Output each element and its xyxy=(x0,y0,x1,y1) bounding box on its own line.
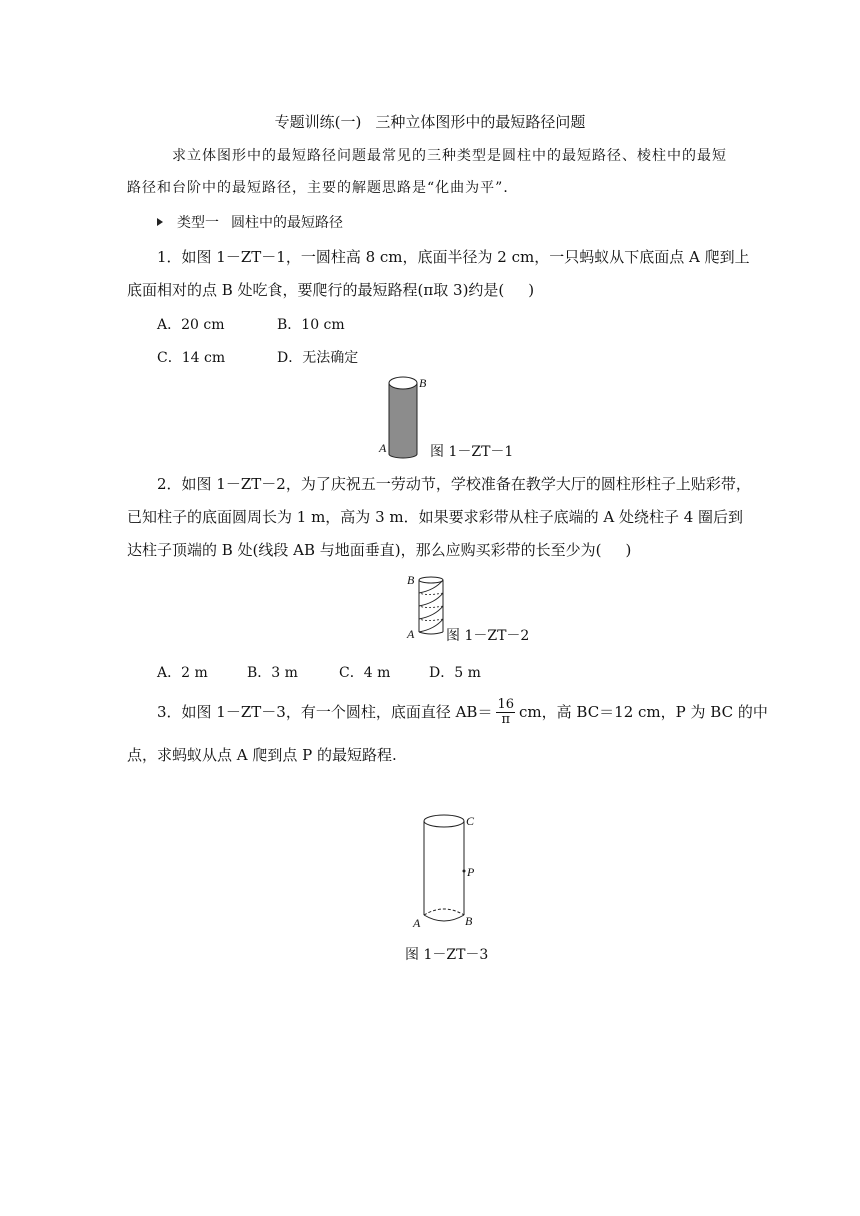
q3-stem-end: cm，高 BC＝12 cm，P 为 BC 的中 xyxy=(519,703,768,721)
q1-line-2 xyxy=(127,280,534,300)
q3-fraction xyxy=(496,698,515,727)
fig1-label-a: A xyxy=(379,441,387,455)
figure-2-caption: 图 1－ZT－2 xyxy=(446,628,530,644)
q2-line-3 xyxy=(127,540,631,560)
title-main: 三种立体图形中的最短路径问题 xyxy=(375,113,586,131)
fig2-label-a: A xyxy=(407,627,415,641)
section-title: 圆柱中的最短路径 xyxy=(231,215,343,231)
q2-option-b: B．3 m xyxy=(247,665,298,681)
intro-line-1: 求立体图形中的最短路径问题最常见的三种类型是圆柱中的最短路径、棱柱中的最短 xyxy=(172,148,727,164)
q1-option-d: D．无法确定 xyxy=(277,350,359,366)
q2-line-2: 已知柱子的底面圆周长为 1 m，高为 3 m．如果要求彩带从柱子底端的 A 处绕柱子 4 圈后到 xyxy=(127,508,744,526)
q3-stem-start: 3．如图 1－ZT－3，有一个圆柱，底面直径 AB＝ xyxy=(157,703,493,721)
q1-option-c: C．14 cm xyxy=(157,350,226,366)
q1-stem: 底面相对的点 B 处吃食，要爬行的最短路程(π取 3)约是( xyxy=(127,281,505,299)
fig3-label-b: B xyxy=(465,914,473,928)
q2-stem: 达柱子顶端的 B 处(线段 AB 与地面垂直)，那么应购买彩带的长至少为( xyxy=(127,541,602,559)
q3-frac-denominator: π xyxy=(501,711,510,727)
q3-line-1 xyxy=(157,692,768,732)
q1-line-1: 1．如图 1－ZT－1，一圆柱高 8 cm，底面半径为 2 cm，一只蚂蚁从下底面点 A 爬到上 xyxy=(157,248,750,266)
fig3-label-c: C xyxy=(466,814,475,828)
intro-line-2: 路径和台阶中的最短路径，主要的解题思路是“化曲为平”． xyxy=(127,180,519,196)
triangle-bullet-icon xyxy=(157,218,163,226)
fig3-label-p: P xyxy=(467,865,475,879)
section-heading xyxy=(157,213,343,233)
figure-1-caption: 图 1－ZT－1 xyxy=(430,444,514,460)
figure-2-wrapped-pillar xyxy=(405,572,447,642)
figure-3-caption: 图 1－ZT－3 xyxy=(405,947,489,963)
figure-1-cylinder xyxy=(375,372,431,462)
figure-3-cylinder xyxy=(410,805,490,933)
q3-frac-numerator: 16 xyxy=(497,696,514,712)
title-prefix: 专题训练(一) xyxy=(274,113,362,131)
fig3-label-a: A xyxy=(413,916,421,930)
q2-option-d: D．5 m xyxy=(429,665,481,681)
q2-close-paren: ) xyxy=(625,541,632,559)
q1-option-a: A．20 cm xyxy=(157,317,225,333)
q1-close-paren: ) xyxy=(528,281,535,299)
section-label: 类型一 xyxy=(177,215,219,231)
page-title xyxy=(0,112,860,132)
fig2-label-b: B xyxy=(407,573,415,587)
q2-line-1: 2．如图 1－ZT－2，为了庆祝五一劳动节，学校准备在教学大厅的圆柱形柱子上贴彩带， xyxy=(157,475,751,493)
q2-option-a: A．2 m xyxy=(157,665,208,681)
q3-line-2: 点，求蚂蚁从点 A 爬到点 P 的最短路程. xyxy=(127,746,397,764)
fig1-label-b: B xyxy=(419,376,427,390)
q2-option-c: C．4 m xyxy=(339,665,391,681)
q1-option-b: B．10 cm xyxy=(277,317,345,333)
